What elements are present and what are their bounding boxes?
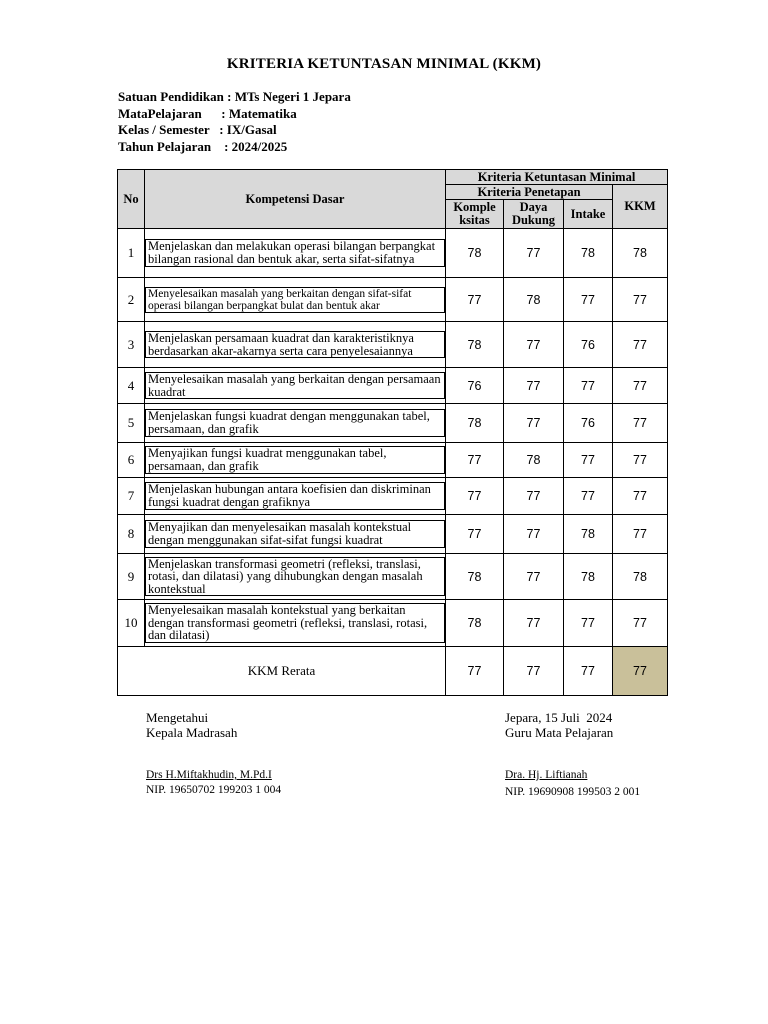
signature-right-line1: Jepara, 15 Juli 2024 (505, 710, 613, 725)
kd-text: Menyelesaikan masalah yang berkaitan dengan persamaan kuadrat (145, 372, 445, 399)
average-kompleksitas: 77 (446, 647, 504, 696)
row-kkm: 78 (613, 554, 668, 600)
row-intake: 78 (564, 554, 613, 600)
row-no: 6 (118, 443, 145, 478)
row-daya-dukung: 78 (504, 443, 564, 478)
signature-right-name: Dra. Hj. Liftianah (505, 769, 588, 781)
kd-text: Menyelesaikan masalah kontekstual yang berkaitan dengan transformasi geometri (refleksi, translasi, rotasi, dan dilatasi) (145, 603, 445, 643)
header-kompleksitas (446, 200, 504, 229)
row-no: 2 (118, 278, 145, 322)
row-daya-dukung: 77 (504, 600, 564, 647)
signature-left-line2: Kepala Madrasah (146, 725, 238, 740)
signature-left-nip: NIP. 19650702 199203 1 004 (146, 784, 282, 796)
row-kompleksitas: 77 (446, 278, 504, 322)
table-row (118, 322, 668, 368)
signature-left (146, 710, 281, 798)
kd-text: Menyelesaikan masalah yang berkaitan dengan sifat-sifat operasi bilangan berpangkat bulat dan bentuk akar (145, 287, 445, 313)
header-kkm-group: Kriteria Ketuntasan Minimal (446, 170, 668, 185)
header-kompleksitas-line1: Komple (453, 200, 496, 214)
kd-text: Menyajikan dan menyelesaikan masalah kontekstual dengan menggunakan sifat-sifat fungsi kuadrat (145, 520, 445, 547)
row-intake: 78 (564, 515, 613, 554)
row-intake: 77 (564, 278, 613, 322)
info-label: Satuan Pendidikan : (118, 89, 235, 104)
header-kompleksitas-line2: ksitas (459, 213, 490, 227)
row-kompetensi-dasar (145, 404, 446, 443)
row-daya-dukung: 77 (504, 478, 564, 515)
row-no: 9 (118, 554, 145, 600)
row-no: 10 (118, 600, 145, 647)
info-label: Tahun Pelajaran : (118, 138, 232, 154)
row-intake: 77 (564, 443, 613, 478)
row-kkm: 77 (613, 404, 668, 443)
row-kkm: 77 (613, 443, 668, 478)
row-kkm: 77 (613, 600, 668, 647)
info-value: Matematika (228, 105, 297, 121)
header-daya-dukung-line2: Dukung (511, 213, 556, 227)
info-row-year (118, 139, 351, 156)
info-value: IX/Gasal (226, 122, 277, 137)
row-kompetensi-dasar (145, 515, 446, 554)
row-kompleksitas: 77 (446, 478, 504, 515)
signature-left-name: Drs H.Miftakhudin, M.Pd.I (146, 769, 272, 781)
row-intake: 77 (564, 478, 613, 515)
row-kompleksitas: 78 (446, 322, 504, 368)
row-no: 8 (118, 515, 145, 554)
row-kkm: 77 (613, 478, 668, 515)
row-kompetensi-dasar (145, 368, 446, 404)
average-label: KKM Rerata (118, 647, 446, 696)
row-kkm: 77 (613, 322, 668, 368)
table-row (118, 278, 668, 322)
row-kkm: 77 (613, 368, 668, 404)
kkm-table (117, 169, 668, 696)
kd-text: Menjelaskan hubungan antara koefisien dan diskriminan fungsi kuadrat dengan grafiknya (145, 482, 445, 509)
row-daya-dukung: 77 (504, 229, 564, 278)
signature-right (505, 710, 640, 800)
row-intake: 77 (564, 368, 613, 404)
header-kriteria-penetapan: Kriteria Penetapan (446, 185, 613, 200)
row-kompetensi-dasar (145, 478, 446, 515)
table-row (118, 229, 668, 278)
signature-right-nip: NIP. 19690908 199503 2 001 (505, 786, 641, 798)
row-kompleksitas: 77 (446, 443, 504, 478)
header-intake: Intake (564, 200, 613, 229)
row-intake: 78 (564, 229, 613, 278)
row-kompetensi-dasar (145, 278, 446, 322)
row-daya-dukung: 77 (504, 554, 564, 600)
header-daya-dukung-line1: Daya (519, 200, 548, 214)
average-kkm: 77 (613, 647, 668, 696)
signature-left-line1: Mengetahui (146, 710, 209, 725)
row-kkm: 77 (613, 515, 668, 554)
table-row (118, 443, 668, 478)
row-kompleksitas: 78 (446, 229, 504, 278)
row-intake: 76 (564, 404, 613, 443)
kd-text: Menjelaskan fungsi kuadrat dengan menggunakan tabel, persamaan, dan grafik (145, 409, 445, 436)
table-row (118, 515, 668, 554)
row-intake: 76 (564, 322, 613, 368)
table-row (118, 600, 668, 647)
info-row-subject (118, 106, 351, 123)
row-no: 4 (118, 368, 145, 404)
kd-text: Menjelaskan transformasi geometri (refleksi, translasi, rotasi, dan dilatasi) yang dihubungkan dengan masalah kontekstual (145, 557, 445, 597)
row-kompetensi-dasar (145, 322, 446, 368)
row-kompleksitas: 77 (446, 515, 504, 554)
header-no: No (118, 170, 145, 229)
row-daya-dukung: 77 (504, 368, 564, 404)
header-kompetensi-dasar: Kompetensi Dasar (145, 170, 446, 229)
row-daya-dukung: 78 (504, 278, 564, 322)
kd-text: Menjelaskan persamaan kuadrat dan karakteristiknya berdasarkan akar-akarnya serta cara penyelesaiannya (145, 331, 445, 358)
row-no: 3 (118, 322, 145, 368)
kd-text: Menyajikan fungsi kuadrat menggunakan tabel, persamaan, dan grafik (145, 446, 445, 473)
table-row (118, 404, 668, 443)
row-daya-dukung: 77 (504, 322, 564, 368)
info-value: MTs Negeri 1 Jepara (234, 89, 351, 104)
row-kkm: 78 (613, 229, 668, 278)
row-no: 7 (118, 478, 145, 515)
row-kompetensi-dasar (145, 600, 446, 647)
info-label: MataPelajaran : (118, 105, 229, 121)
table-row (118, 478, 668, 515)
info-value: 2024/2025 (231, 138, 288, 154)
average-row (118, 647, 668, 696)
info-row-school (118, 89, 351, 106)
average-daya-dukung: 77 (504, 647, 564, 696)
row-kompetensi-dasar (145, 443, 446, 478)
average-intake: 77 (564, 647, 613, 696)
row-no: 1 (118, 229, 145, 278)
row-kompleksitas: 78 (446, 600, 504, 647)
table-row (118, 554, 668, 600)
signature-right-line2: Guru Mata Pelajaran (505, 725, 614, 740)
row-daya-dukung: 77 (504, 404, 564, 443)
header-daya-dukung (504, 200, 564, 229)
table-row (118, 368, 668, 404)
row-kompetensi-dasar (145, 229, 446, 278)
row-intake: 77 (564, 600, 613, 647)
row-kompleksitas: 76 (446, 368, 504, 404)
header-kkm: KKM (613, 185, 668, 229)
row-kkm: 77 (613, 278, 668, 322)
info-label: Kelas / Semester : (118, 122, 227, 137)
document-info (118, 89, 351, 155)
document-title: KRITERIA KETUNTASAN MINIMAL (KKM) (226, 56, 542, 72)
row-kompleksitas: 78 (446, 404, 504, 443)
row-daya-dukung: 77 (504, 515, 564, 554)
row-kompetensi-dasar (145, 554, 446, 600)
kd-text: Menjelaskan dan melakukan operasi bilangan berpangkat bilangan rasional dan bentuk akar, serta sifat-sifatnya (145, 239, 445, 266)
info-row-class (118, 122, 351, 139)
row-no: 5 (118, 404, 145, 443)
row-kompleksitas: 78 (446, 554, 504, 600)
